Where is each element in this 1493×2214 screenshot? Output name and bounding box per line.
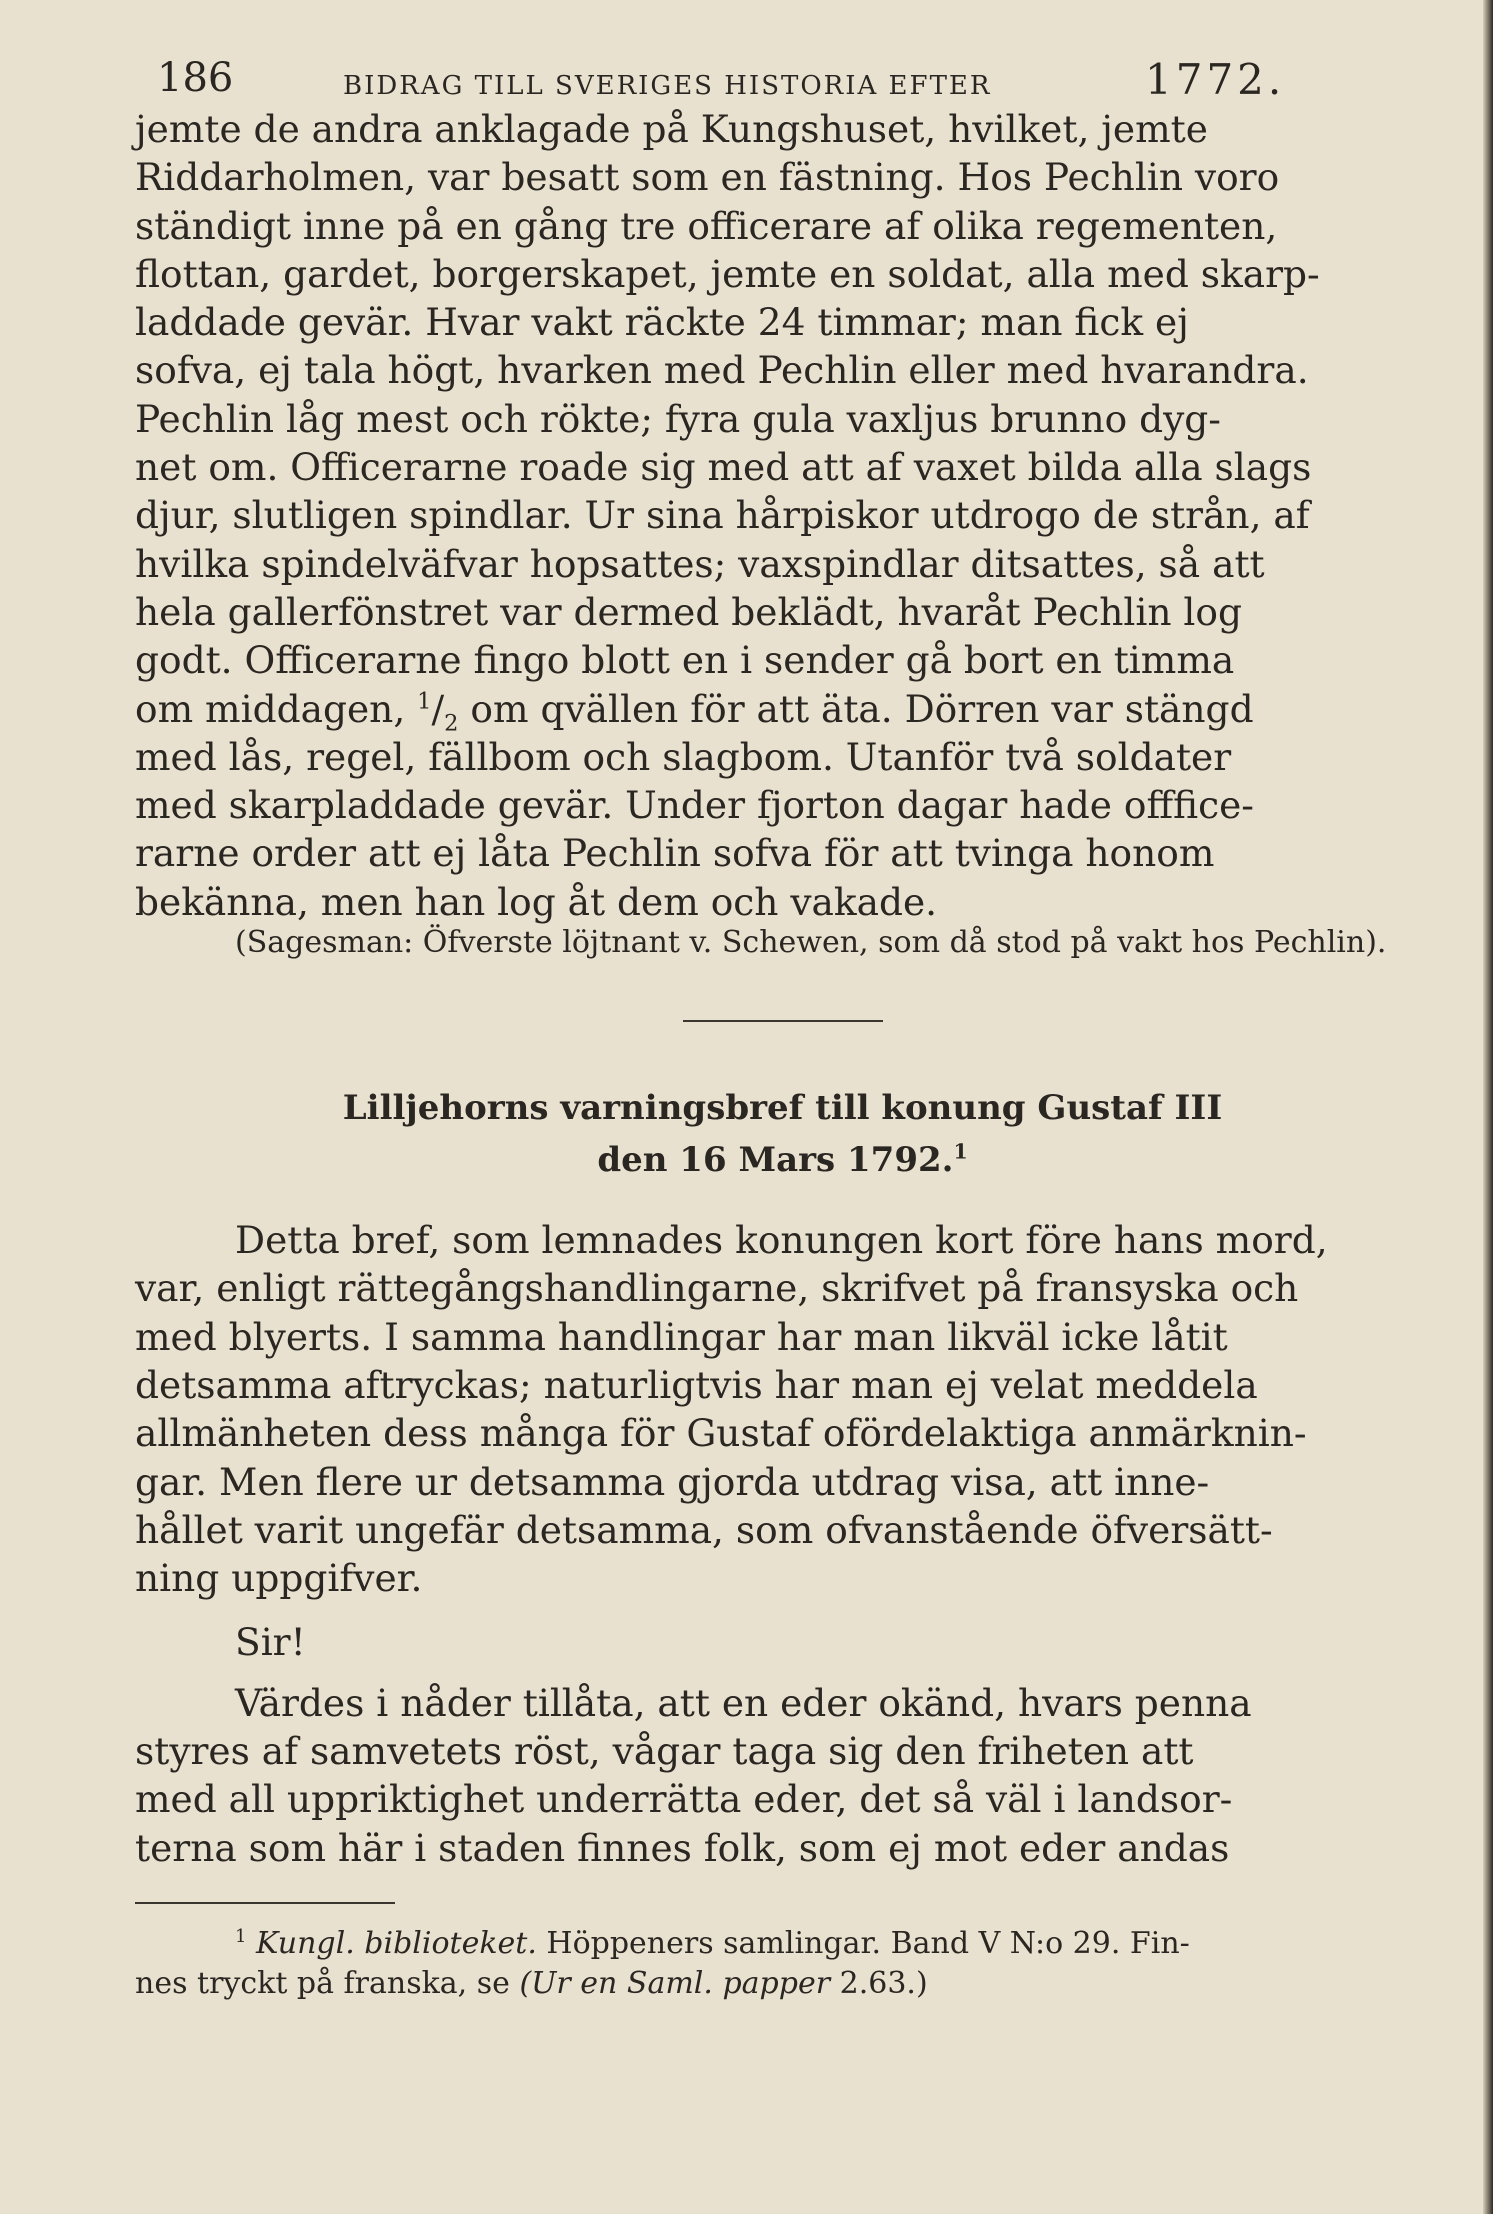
text-line: styres af samvetets röst, vågar taga sig den friheten att [135,1729,1194,1774]
text-line: rarne order att ej låta Pechlin sofva för att tvinga honom [135,831,1215,876]
page-header [135,55,1430,105]
text-line: var, enligt rättegångshandlingarne, skrifvet på fransyska och [135,1266,1299,1311]
section-pechlin-account [135,105,1430,926]
text-line: hela gallerfönstret var dermed beklädt, hvaråt Pechlin log [135,589,1242,634]
section-divider [683,1020,883,1022]
footnote-line [135,1924,1430,1964]
fraction-slash: / [431,686,445,731]
source-note: (Sagesman: Öfverste löjtnant v. Schewen, som då stod på vakt hos Pechlin). [235,925,1387,961]
footnote-source: Kungl. biblioteket. [256,1925,537,1961]
footnote-reference: (Ur en Saml. papper [519,1965,831,2001]
text-line: hållet varit ungefär detsamma, som ofvanstående öfversätt- [135,1507,1273,1552]
text-line: detsamma aftryckas; naturligtvis har man ej velat meddela [135,1362,1258,1407]
footnote-marker: 1 [235,1925,247,1947]
page-number: 186 [157,55,234,101]
text-line: hvilka spindelväfvar hopsattes; vaxspindlar ditsattes, så att [135,541,1265,586]
chapter-title-line1: Lilljehorns varningsbref till konung Gustaf III [342,1088,1223,1129]
text-line: sofva, ej tala högt, hvarken med Pechlin eller med hvarandra. [135,348,1309,393]
text-line: godt. Officerarne fingo blott en i sender gå bort en timma [135,638,1235,683]
text-line: allmänheten dess många för Gustaf ofördelaktiga anmärknin- [135,1411,1307,1456]
running-title: BIDRAG TILL SVERIGES HISTORIA EFTER [343,71,992,101]
chapter-title [135,1082,1430,1186]
text-line: med blyerts. I samma handlingar har man likväl icke låtit [135,1314,1228,1359]
section-letter-intro [135,1216,1430,1872]
text-line: flottan, gardet, borgerskapet, jemte en soldat, alla med skarp- [135,251,1320,296]
text-fragment: om middagen, [135,686,406,731]
text-line: Värdes i nåder tillåta, att en eder okänd, hvars penna [235,1680,1252,1725]
footnote-reference-page: 2.63.) [839,1965,928,2001]
text-fragment: om qvällen för att äta. Dörren var stängd [470,686,1254,731]
fraction-numerator: 1 [417,688,432,715]
text-line: med lås, regel, fällbom och slagbom. Utanför två soldater [135,734,1232,779]
footnote [135,1924,1430,2004]
chapter-title-date: den 16 Mars 1792. [597,1140,954,1181]
salutation: Sir! [235,1620,306,1665]
text-line [135,685,1430,737]
text-line: Detta bref, som lemnades konungen kort före hans mord, [235,1218,1328,1263]
text-line: med all uppriktighet underrätta eder, det så väl i landsor- [135,1777,1233,1822]
text-line: terna som här i staden finnes folk, som ej mot eder andas [135,1825,1230,1870]
text-line: laddade gevär. Hvar vakt räckte 24 timmar; man fick ej [135,300,1189,345]
text-line: djur, slutligen spindlar. Ur sina hårpiskor utdrogo de strån, af [135,493,1310,538]
running-title-year: 1772. [1145,55,1286,104]
text-line: gar. Men flere ur detsamma gjorda utdrag visa, att inne- [135,1459,1210,1504]
text-line: ständigt inne på en gång tre officerare af olika regementen, [135,203,1278,248]
footnote-text: nes tryckt på franska, se [135,1965,510,2001]
footnote-text: Höppeners samlingar. Band V N:o 29. Fin- [546,1925,1190,1961]
footnote-line [135,1964,1430,2004]
text-line: med skarpladdade gevär. Under fjorton dagar hade offfice- [135,783,1254,828]
page-edge-shadow [1483,0,1493,2214]
text-line: net om. Officerarne roade sig med att af vaxet bilda alla slags [135,445,1312,490]
footnote-rule [135,1902,395,1904]
book-page [135,55,1430,2004]
text-line: ning uppgifver. [135,1556,423,1601]
text-line: jemte de andra anklagade på Kungshuset, hvilket, jemte [135,107,1208,151]
text-line: bekänna, men han log åt dem och vakade. [135,879,938,924]
text-line: Riddarholmen, var besatt som en fästning. Hos Pechlin voro [135,155,1280,200]
text-line: Pechlin låg mest och rökte; fyra gula vaxljus brunno dyg- [135,396,1221,441]
fraction-denominator: 2 [444,710,459,737]
chapter-title-line2 [135,1134,1430,1186]
footnote-marker: 1 [953,1139,968,1164]
